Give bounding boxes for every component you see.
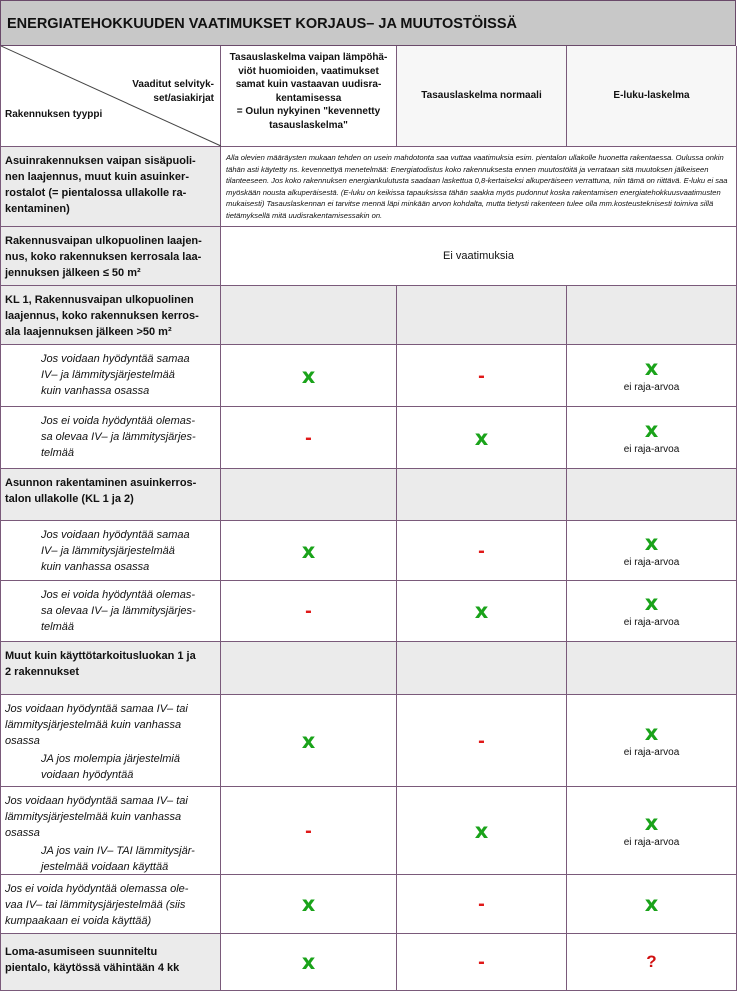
mark-cell <box>221 787 397 875</box>
header-col1-line: Tasauslaskelma vaipan lämpöhä- <box>229 52 388 63</box>
mark-cell <box>567 581 737 642</box>
check-mark: x <box>644 810 659 835</box>
row-label-line: IV– ja lämmitysjärjestelmää <box>41 369 175 381</box>
header-required-line: Vaaditut selvityk- <box>132 79 214 90</box>
row-label-line: sa olevaa IV– ja lämmitysjärjes- <box>41 431 196 443</box>
mark-cell <box>397 934 567 991</box>
check-mark: x <box>644 417 659 442</box>
mark-cell <box>397 581 567 642</box>
row-label-line: Jos voidaan hyödyntää samaa IV– tai <box>5 795 188 807</box>
mark-cell <box>221 407 397 469</box>
no-requirements-text: Ei vaatimuksia <box>443 250 514 262</box>
mark-cell <box>397 407 567 469</box>
row-label-line: nus, koko rakennuksen kerrosala laa- <box>5 251 202 263</box>
section-label <box>0 642 221 695</box>
check-mark: x <box>301 538 316 563</box>
header-col1-line: = Oulun nykyinen "kevennetty <box>236 106 381 117</box>
row-label <box>0 147 221 227</box>
row-label-line: Muut kuin käyttötarkoitusluokan 1 ja <box>5 650 196 662</box>
mark-cell <box>567 345 737 407</box>
empty-cell <box>567 642 737 695</box>
row-label-line: talon ullakolle (KL 1 ja 2) <box>5 493 134 505</box>
section-label <box>0 469 221 521</box>
dash-mark: - <box>305 819 312 842</box>
header-col1-line: viöt huomioiden, vaatimukset <box>238 65 379 77</box>
row-label <box>0 227 221 286</box>
mark-cell <box>567 875 737 934</box>
row-note: Alla olevien määräysten mukaan tehden on usein mahdotonta saa vuttaa vaatimuksia esim. pientalon ullakolle huonetta rakentaessa. Oulussa onkin tähän asti käytetty ns. kevennettyä menetelmää: Energiatodistus koko rakennuksesta ennen muutostöitä ja verrataan sitä muutoksen jälkeiseen tilanteeseen. Jos koko rakennuksen energiankulutusta saadaan laskettua 0,8-kertaiseksi alkuperäiseen verrattuna, niin tämä on riittävä. E-luku ei saa myöskään nousta alkuperäisestä. (E-luku on keikissa tapauksissa tähän saakka myös pudonnut koska rakentamisen energiatehokkuusvaatimusten mukaisesti) Tasauslaskennan ei tarvitse mennä läpi minkään arvon kohdalta, mutta tietysti rakenteen tulee olla mm.kosteusteknisesti toimiva sillä tietämyksellä mitä uudisrakentamisessakin on. <box>221 147 737 227</box>
question-mark: ? <box>646 952 657 971</box>
row-label-line: Jos ei voida hyödyntää olemas- <box>41 589 196 601</box>
header-col3-label: E-luku-laskelma <box>613 90 690 102</box>
mark-cell <box>221 345 397 407</box>
check-mark: x <box>644 892 659 916</box>
empty-cell <box>397 469 567 521</box>
no-limit-note: ei raja-arvoa <box>623 381 680 393</box>
empty-cell <box>221 286 397 345</box>
row-label-line: Jos ei voida hyödyntää olemas- <box>41 415 196 427</box>
row-label <box>0 407 221 469</box>
check-mark: x <box>644 530 659 555</box>
check-mark: x <box>644 591 659 615</box>
row-label-line: kuin vanhassa osassa <box>41 561 150 573</box>
row-label <box>0 934 221 991</box>
row-label-line: rostalot (= pientalossa ullakolle ra- <box>5 187 187 199</box>
check-mark: x <box>301 728 316 753</box>
dash-mark: - <box>478 364 485 387</box>
dash-mark: - <box>478 893 485 915</box>
mark-cell <box>397 875 567 934</box>
row-label-line: jennuksen jälkeen ≤ 50 m² <box>5 267 141 279</box>
check-mark: x <box>644 720 659 745</box>
empty-cell <box>567 286 737 345</box>
header-required-docs <box>132 78 214 106</box>
mark-cell <box>221 695 397 787</box>
row-label-line: sa olevaa IV– ja lämmitysjärjes- <box>41 605 196 617</box>
check-mark: x <box>301 363 316 388</box>
dash-mark: - <box>478 539 485 562</box>
mark-cell <box>397 345 567 407</box>
row-label-line: Asuinrakennuksen vaipan sisäpuoli- <box>5 155 196 167</box>
no-limit-note: ei raja-arvoa <box>623 617 680 628</box>
dash-mark: - <box>305 426 312 449</box>
mark-cell <box>567 787 737 875</box>
empty-cell <box>221 469 397 521</box>
row-label-line: JA jos molempia järjestelmiä <box>41 753 180 765</box>
header-diagonal-cell <box>0 46 221 147</box>
page-title: ENERGIATEHOKKUUDEN VAATIMUKSET KORJAUS– JA MUUTOSTÖISSÄ <box>0 0 736 46</box>
check-mark: x <box>474 425 489 450</box>
no-limit-note: ei raja-arvoa <box>623 836 680 848</box>
header-col3 <box>567 46 737 147</box>
row-label-line: osassa <box>5 735 40 747</box>
mark-cell <box>567 934 737 991</box>
row-label <box>0 521 221 581</box>
row-label <box>0 581 221 642</box>
row-label <box>0 695 221 787</box>
no-limit-note: ei raja-arvoa <box>623 556 680 568</box>
row-label-line: telmää <box>41 621 75 633</box>
empty-cell <box>397 286 567 345</box>
row-label-line: Jos ei voida hyödyntää olemassa ole- <box>5 883 189 895</box>
mark-cell <box>567 407 737 469</box>
empty-cell <box>221 642 397 695</box>
no-requirements-cell <box>221 227 737 286</box>
header-col1-line: kentamisessa <box>275 92 342 104</box>
mark-cell <box>221 934 397 991</box>
mark-cell <box>397 521 567 581</box>
row-label-line: Rakennusvaipan ulkopuolinen laajen- <box>5 235 202 247</box>
mark-cell <box>221 581 397 642</box>
row-label-line: Jos voidaan hyödyntää samaa <box>41 529 190 541</box>
mark-cell <box>221 875 397 934</box>
check-mark: x <box>644 355 659 380</box>
no-limit-note: ei raja-arvoa <box>623 443 680 455</box>
dash-mark: - <box>305 600 312 622</box>
check-mark: x <box>301 892 316 916</box>
header-col2-label: Tasauslaskelma normaali <box>421 90 542 102</box>
row-label-line: 2 rakennukset <box>5 666 79 678</box>
row-label-line: lämmitysjärjestelmää kuin vanhassa <box>5 719 182 731</box>
mark-cell <box>397 695 567 787</box>
header-col2 <box>397 46 567 147</box>
row-label-line: Loma-asumiseen suunniteltu <box>5 946 158 958</box>
header-col1-line: tasauslaskelma" <box>269 119 348 131</box>
row-label-line: kuin vanhassa osassa <box>41 385 150 397</box>
row-label-line: laajennus, koko rakennuksen kerros- <box>5 310 199 322</box>
row-label-line: kumpaakaan ei voida käyttää) <box>5 915 152 927</box>
check-mark: x <box>301 950 316 974</box>
mark-cell <box>567 695 737 787</box>
row-label-line: voidaan hyödyntää <box>41 769 134 781</box>
no-limit-note: ei raja-arvoa <box>623 746 680 758</box>
row-label-line: lämmitysjärjestelmää kuin vanhassa <box>5 811 182 823</box>
empty-cell <box>567 469 737 521</box>
section-label <box>0 286 221 345</box>
row-label-line: osassa <box>5 827 40 839</box>
empty-cell <box>397 642 567 695</box>
row-label-line: vaa IV– tai lämmitysjärjestelmää (siis <box>5 899 186 911</box>
row-label-line: nen laajennus, muut kuin asuinker- <box>5 171 189 183</box>
dash-mark: - <box>478 729 485 752</box>
row-label-line: Jos voidaan hyödyntää samaa IV– tai <box>5 703 188 715</box>
row-label-line: jestelmää voidaan käyttää <box>41 861 169 873</box>
header-required-line: set/asiakirjat <box>153 93 214 104</box>
header-building-type: Rakennuksen tyyppi <box>5 109 103 120</box>
row-label <box>0 345 221 407</box>
check-mark: x <box>474 818 489 843</box>
check-mark: x <box>474 599 489 623</box>
row-label-line: pientalo, käytössä vähintään 4 kk <box>5 962 180 974</box>
mark-cell <box>221 521 397 581</box>
row-label-line: kentaminen) <box>5 203 70 215</box>
row-label-line: telmää <box>41 447 75 459</box>
row-label-line: JA jos vain IV– TAI lämmitysjär- <box>41 845 195 857</box>
row-label-line: ala laajennuksen jälkeen >50 m² <box>5 326 172 338</box>
row-label <box>0 787 221 875</box>
header-col1-line: samat kuin vastaavan uudisra- <box>235 79 382 90</box>
mark-cell <box>397 787 567 875</box>
row-label-line: Asunnon rakentaminen asuinkerros- <box>5 477 197 489</box>
row-label-line: KL 1, Rakennusvaipan ulkopuolinen <box>5 294 194 306</box>
row-label <box>0 875 221 934</box>
row-label-line: Jos voidaan hyödyntää samaa <box>41 353 190 365</box>
row-label-line: IV– ja lämmitysjärjestelmää <box>41 545 175 557</box>
mark-cell <box>567 521 737 581</box>
header-col1 <box>221 46 397 147</box>
dash-mark: - <box>478 951 485 973</box>
